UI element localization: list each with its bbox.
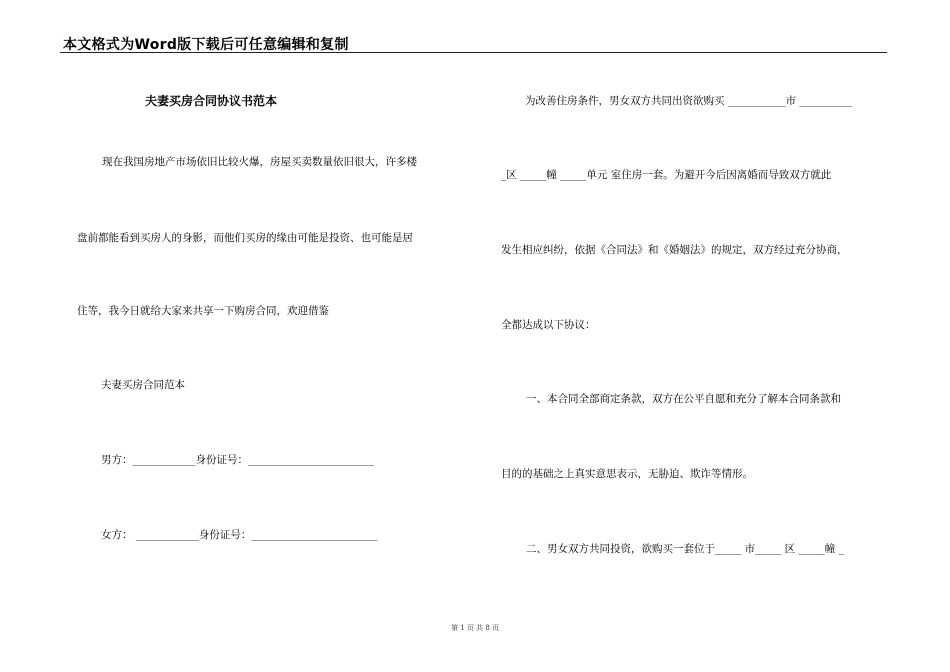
document-title: 夫妻买房合同协议书范本 xyxy=(145,94,278,108)
husband-id-field: 男方：____________身份证号：________________________ xyxy=(101,454,374,466)
paragraph-line: 盘前都能看到买房人的身影，而他们买房的缘由可能是投资、也可能是居 xyxy=(77,232,413,244)
paragraph-line: 发生相应纠纷，依据《合同法》和《婚姻法》的规定，双方经过充分协商， xyxy=(501,244,848,256)
paragraph-line: 全都达成以下协议： xyxy=(501,319,596,331)
clause-one: 一、本合同全部商定条款，双方在公平自愿和充分了解本合同条款和 xyxy=(526,393,841,405)
wife-id-field: 女方： ____________身份证号：________________________ xyxy=(101,529,378,541)
paragraph-line: 现在我国房地产市场依旧比较火爆，房屋买卖数量依旧很大，许多楼 xyxy=(102,156,417,168)
section-heading: 夫妻买房合同范本 xyxy=(101,379,185,391)
paragraph-line: 目的的基础之上真实意思表示，无胁迫、欺诈等情形。 xyxy=(501,468,753,480)
header-divider xyxy=(60,52,887,53)
paragraph-line: 住等，我今日就给大家来共享一下购房合同，欢迎借鉴 xyxy=(77,305,329,317)
clause-two: 二、男女双方共同投资，欲购买一套位于_____ 市_____ 区 _____幢 _ xyxy=(526,543,844,555)
page-number: 第 1 页 共 8 页 xyxy=(450,624,500,632)
document-header: 本文格式为Word版下载后可任意编辑和复制 xyxy=(63,37,349,53)
paragraph-line: 为改善住房条件，男女双方共同出资欲购买 ___________市 __________ xyxy=(525,95,852,107)
paragraph-line: _区 _____幢 _____单元 室住房一套。为避开今后因离婚而导致双方就此 xyxy=(501,169,832,181)
